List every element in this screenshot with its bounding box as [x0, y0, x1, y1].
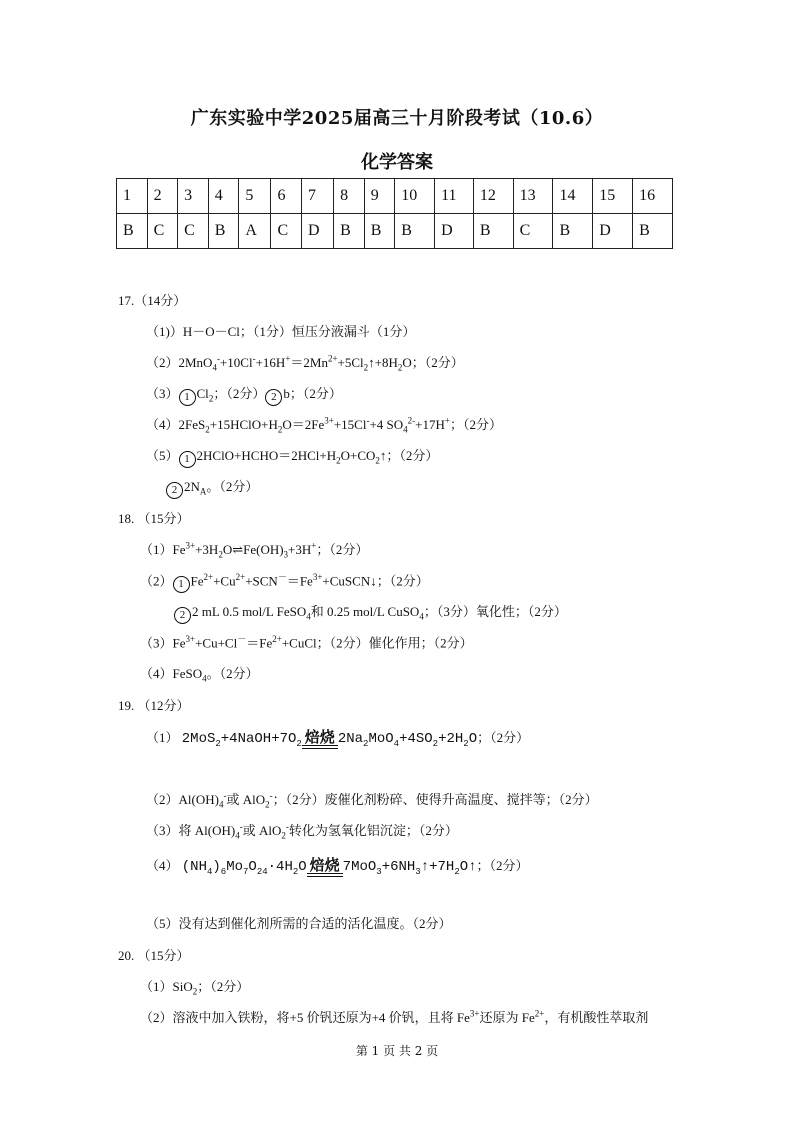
q17-heading: 17.（14分） — [118, 293, 187, 308]
q18-part1: $(1)Fe^{3+}+3H_2O\rightleftharpoons Fe(OH)_3+3H^+$；（2分） — [140, 540, 369, 560]
circled-number-2: 2 — [174, 607, 191, 624]
question-number-cell: 6 — [271, 179, 302, 214]
circled-number-1: 1 — [173, 576, 190, 593]
question-number-cell: 9 — [364, 179, 395, 214]
question-number-cell: 2 — [147, 179, 178, 214]
circled-number-2: 2 — [265, 389, 282, 406]
answer-table — [116, 178, 673, 249]
q17-part5: （5） 1 $2HClO+HCHO=2HCl+H_2O+CO_2↑$；（2分） — [146, 445, 438, 468]
question-number-cell: 7 — [302, 179, 334, 214]
circled-number-1: 1 — [179, 451, 196, 468]
answer-cell: B — [633, 214, 673, 249]
q18-heading: 18. （15分） — [118, 511, 190, 526]
question-number-cell: 15 — [593, 179, 633, 214]
reaction-arrow: 焙烧 — [302, 729, 338, 749]
question-number-cell: 16 — [633, 179, 673, 214]
answer-table-answer-row — [117, 214, 673, 249]
answer-cell: D — [593, 214, 633, 249]
q18-part2: （2） 1 $Fe^{2+}+Cu^{2+}+SCN^-=Fe^{3+}+CuSCN↓$；（2分） — [140, 570, 429, 593]
answer-cell: C — [271, 214, 302, 249]
q18-part3: $(3)Fe^{3+}+Cu+Cl^-=Fe^{2+}+CuCl$；（2分）催化作用；（2分） — [140, 634, 473, 651]
answer-cell: B — [364, 214, 395, 249]
answer-cell: B — [208, 214, 239, 249]
q17-part3: （3） 1 $Cl_2$；（2分） 2 b；（2分） — [146, 383, 342, 406]
q19-equation4: （4） $(NH_4)_6Mo_7O_{24}\cdot 4H_2O$ 焙烧 $7MoO_3+6NH_3↑+7H_2O↑$；（2分） — [146, 855, 529, 877]
answer-cell: C — [513, 214, 553, 249]
answer-cell: C — [178, 214, 209, 249]
answer-cell: C — [147, 214, 178, 249]
q17-part2: $(2)2MnO_4^-+10Cl^-+16H^+=2Mn^{2+}+5Cl_2↑+8H_2O$；（2分） — [146, 353, 464, 373]
question-number-cell: 10 — [395, 179, 435, 214]
question-number-cell: 12 — [473, 179, 513, 214]
answer-cell: B — [117, 214, 148, 249]
question-number-cell: 5 — [239, 179, 271, 214]
answer-cell: B — [553, 214, 593, 249]
q17-part4: $(4)2FeS_2+15HClO+H_2O=2Fe^{3+}+15Cl^-+4$ $SO_4^{2-}+17H^+$；（2分） — [146, 415, 502, 435]
question-number-cell: 4 — [208, 179, 239, 214]
question-number-cell: 1 — [117, 179, 148, 214]
q18-part2-2: 2 2 mL 0.5 mol/L FeSO$_4$和 0.25 mol/L CuSO$_4$；（3分）氧化性；（2分） — [174, 601, 567, 624]
q19-part2: $(2)Al(OH)_4^-$或 AlO$_2$-；（2分）废催化剂粉碎、使得升高温度、搅拌等；（2分） — [146, 790, 598, 810]
page-footer: 第 1 页 共 2 页 — [355, 1044, 439, 1058]
page-subtitle: 化学答案 — [361, 152, 433, 173]
q19-part5: （5）没有达到催化剂所需的合适的活化温度。（2分） — [146, 916, 452, 931]
question-number-cell: 8 — [334, 179, 365, 214]
answer-cell: A — [239, 214, 271, 249]
q19-part3: （3）将 $Al(OH)_4^-$或 AlO$_2$-转化为氢氧化铝沉淀；（2分） — [146, 821, 458, 841]
question-number-cell: 3 — [178, 179, 209, 214]
q17-part1: （1)）H－O－Cl；（1分）恒压分液漏斗（1分） — [146, 324, 416, 339]
question-number-cell: 13 — [513, 179, 553, 214]
q20-part2: （2）溶液中加入铁粉，将+5 价钒还原为+4 价钒，且将 $Fe^{3+}$还原为 $Fe^{2+}$，有机酸性萃取剂 — [140, 1008, 649, 1025]
q20-part1: （1）SiO$_2$；（2分） — [140, 979, 250, 997]
page-title: 广东实验中学2025届高三十月阶段考试（10.6） — [190, 108, 604, 129]
q19-heading: 19. （12分） — [118, 698, 190, 713]
answer-cell: D — [435, 214, 474, 249]
q20-heading: 20. （15分） — [118, 948, 190, 963]
question-number-cell: 11 — [435, 179, 474, 214]
circled-number-1: 1 — [179, 389, 196, 406]
q19-equation1: （1） $2MoS_2+4NaOH+7O_2$ 焙烧 $2Na_2MoO_4+4SO_2+2H_2O$；（2分） — [146, 727, 530, 749]
q17-part5-2: 2 $2N_A$。（2分） — [166, 476, 258, 499]
answer-cell: B — [334, 214, 365, 249]
circled-number-2: 2 — [166, 482, 183, 499]
answer-cell: B — [395, 214, 435, 249]
answer-cell: B — [473, 214, 513, 249]
answer-cell: D — [302, 214, 334, 249]
answer-table-number-row — [117, 179, 673, 214]
question-number-cell: 14 — [553, 179, 593, 214]
reaction-arrow: 焙烧 — [307, 857, 343, 877]
q18-part4: （4）FeSO$_4$。（2分） — [140, 666, 259, 684]
